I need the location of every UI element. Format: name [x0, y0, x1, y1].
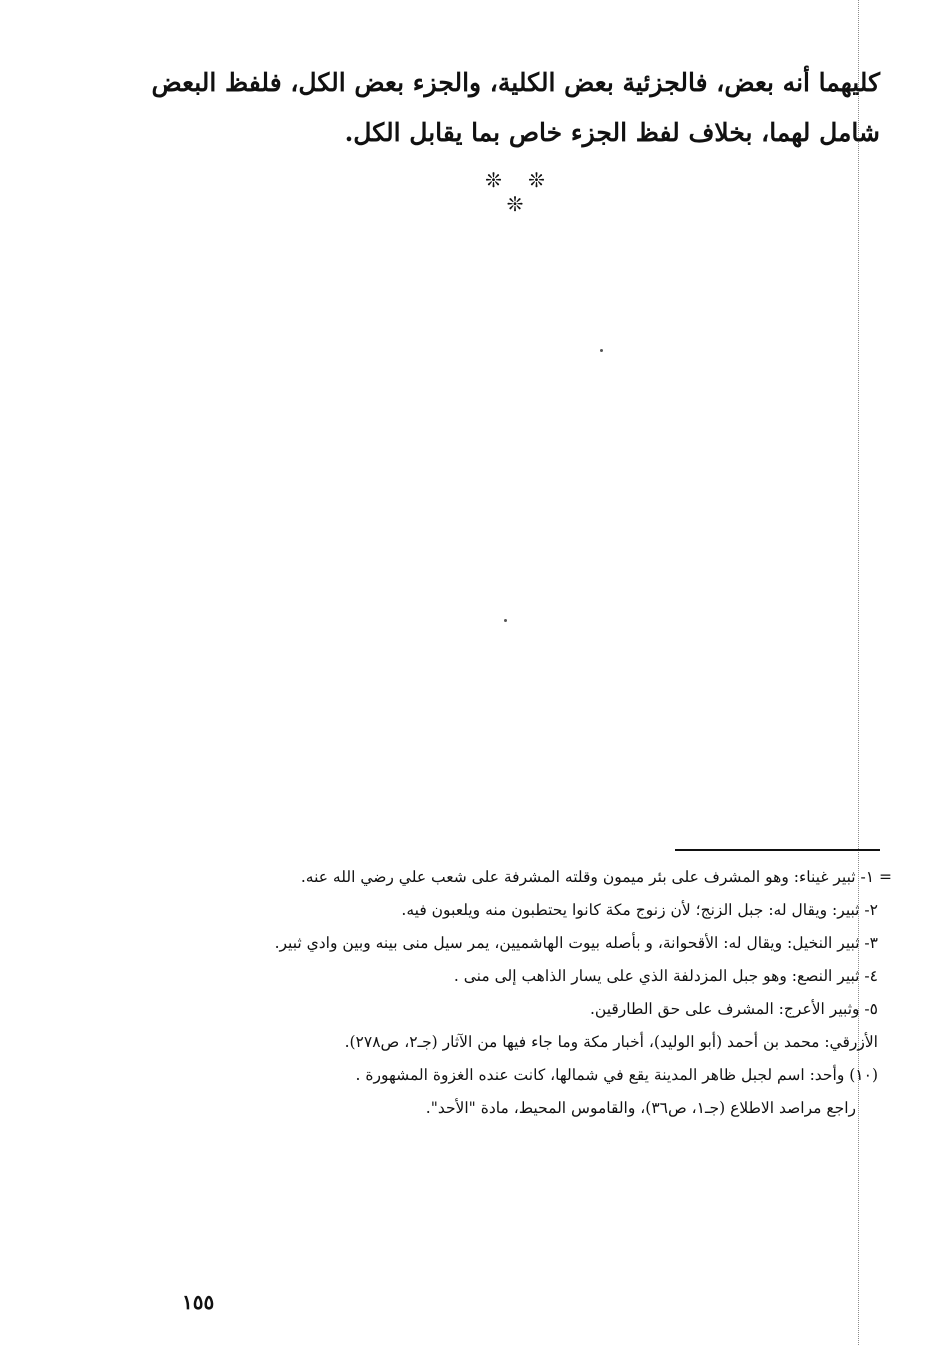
footnote-line: ٣- ثبير النخيل: ويقال له: الأقحوانة، و بأصله بيوت الهاشميين، يمر سيل منى بينه وبين وادي ثبير.: [274, 934, 878, 952]
footnotes: [150, 866, 892, 1130]
footnote-separator-rule: [675, 849, 880, 851]
footnote-line: راجع مراصد الاطلاع (جـ١، ص٣٦)، والقاموس المحيط، مادة "الأحد".: [425, 1099, 856, 1117]
body-line: كليهما أنه بعض، فالجزئية بعض الكلية، والجزء بعض الكل، فلفظ البعض: [151, 68, 880, 97]
footnote-line: ٤- ثبير النصع: وهو جبل المزدلفة الذي على يسار الذاهب إلى منى .: [453, 967, 878, 985]
body-line: شامل لهما، بخلاف لفظ الجزء خاص بما يقابل الكل.: [344, 118, 880, 147]
page-edge-dotted-line: [858, 0, 859, 1345]
page-number: ١٥٥: [182, 1290, 215, 1314]
footnote-line: الأزرقي: محمد بن أحمد (أبو الوليد)، أخبار مكة وما جاء فيها من الآثار (جـ٢، ص٢٧٨).: [344, 1033, 878, 1051]
footnote-line: = ١- ثبير غيناء: وهو المشرف على بئر ميمون وقلته المشرفة على شعب علي رضي الله عنه.: [300, 868, 892, 886]
footnote-line: (١٠) وأحد: اسم لجبل ظاهر المدينة يقع في شمالها، كانت عنده الغزوة المشهورة .: [355, 1066, 878, 1084]
footnote-line: ٥- وثبير الأعرج: المشرف على حق الطارقين.: [589, 1000, 878, 1018]
footnote-line: ٢- ثبير: ويقال له: جبل الزنج؛ لأن زنوج مكة كانوا يحتطبون منه ويلعبون فيه.: [401, 901, 878, 919]
body-text: [151, 58, 880, 158]
scan-speck: [504, 619, 507, 622]
scan-speck: [600, 349, 603, 352]
section-separator-ornament: ❊ ❊ ❊: [485, 168, 555, 216]
